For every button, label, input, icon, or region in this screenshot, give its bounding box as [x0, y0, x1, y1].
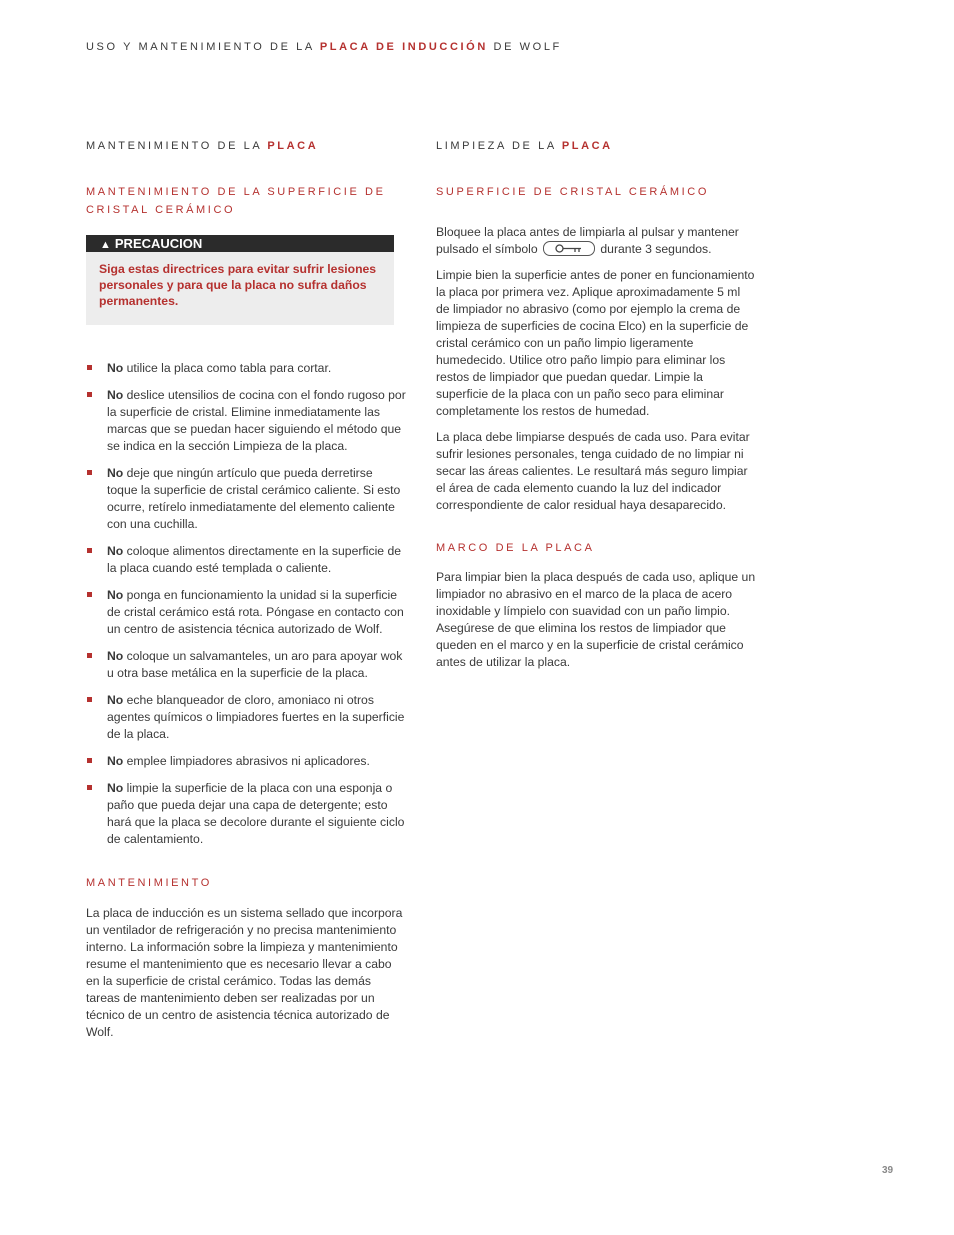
cleaning-para-1: Limpie bien la superficie antes de poner en funcionamiento la placa por primera vez. Aplique aproximadamente 5 ml de limpiador no abrasivo (como por ejemplo la crema de limpieza de superficies de cocina Elco) en la superficie de cristal cerámico con un paño limpio ligeramente humedecido. Utilice otro paño limpio para eliminar los restos de limpiador que puedan quedar. Limpie la superficie de la placa con un paño seco para eliminar completamente los restos de humedad. — [436, 268, 755, 418]
bullet-square-icon — [87, 785, 92, 790]
key-lock-icon — [543, 241, 595, 256]
header-suffix: DE WOLF — [493, 41, 562, 53]
bullet-emphasis: No — [107, 388, 124, 402]
header-highlight: PLACA DE INDUCCIÓN — [319, 41, 488, 53]
bullet-emphasis: No — [107, 544, 124, 558]
section-title-prefix: MANTENIMIENTO DE LA — [86, 140, 262, 152]
bullet-text: deje que ningún artículo que pueda derretirse toque la superficie de cristal cerámico caliente. Si esto ocurre, retírelo inmediatamente del elemento caliente con una cuchilla. — [107, 466, 401, 531]
maintenance-text: La placa de inducción es un sistema sellado que incorpora un ventilador de refrigeración y no precisa mantenimiento interno. La información sobre la limpieza y mantenimiento resume el mantenimiento que es necesario llevar a cabo en la superficie de cristal cerámico. Todas las demás tareas de mantenimiento deben ser realizadas por un técnico de un centro de asistencia técnica autorizado de Wolf. — [86, 906, 403, 1039]
section-title-prefix: LIMPIEZA DE LA — [436, 140, 557, 152]
list-item — [86, 465, 406, 533]
list-item — [86, 692, 406, 743]
bullet-emphasis: No — [107, 361, 124, 375]
bullet-square-icon — [87, 392, 92, 397]
lock-text-after: durante 3 segundos. — [600, 242, 712, 256]
section-title-highlight: PLACA — [267, 140, 319, 152]
left-column — [86, 138, 406, 1041]
bullet-emphasis: No — [107, 781, 124, 795]
bullet-text: eche blanqueador de cloro, amoniaco ni otros agentes químicos o limpiadores fuertes en la superficie de la placa. — [107, 693, 405, 741]
bullet-text: utilice la placa como tabla para cortar. — [123, 361, 332, 375]
cleaning-para-2: La placa debe limpiarse después de cada uso. Para evitar sufrir lesiones personales, tenga cuidado de no limpiar ni secar las áreas calientes. Le resultará más seguro limpiar el área de cada elemento cuando la luz del indicador correspondiente de calor residual haya desaparecido. — [436, 430, 750, 512]
bullet-text: coloque alimentos directamente en la superficie de la placa cuando esté templada o caliente. — [107, 544, 402, 575]
bullet-emphasis: No — [107, 693, 124, 707]
section-title-cleaning — [436, 138, 756, 154]
maintenance-title: MANTENIMIENTO — [86, 877, 212, 889]
list-item — [86, 587, 406, 638]
list-item — [86, 780, 406, 848]
bullet-square-icon — [87, 758, 92, 763]
precautions-list — [86, 360, 406, 848]
bullet-square-icon — [87, 697, 92, 702]
frame-text: Para limpiar bien la placa después de cada uso, aplique un limpiador no abrasivo en el marco de la placa de acero inoxidable y límpielo con suavidad con un paño limpio. Asegúrese de que elimina los restos de limpiador que queden en el marco y en la superficie de cristal cerámico antes de utilizar la placa. — [436, 570, 756, 669]
list-item — [86, 360, 406, 377]
bullet-text: emplee limpiadores abrasivos ni aplicadores. — [123, 754, 370, 768]
bullet-emphasis: No — [107, 466, 124, 480]
caution-label: PRECAUCION — [114, 236, 203, 251]
caution-header — [86, 235, 394, 252]
running-header — [86, 41, 562, 53]
bullet-square-icon — [87, 548, 92, 553]
list-item — [86, 648, 406, 682]
bullet-square-icon — [87, 592, 92, 597]
bullet-emphasis: No — [107, 649, 124, 663]
list-item — [86, 387, 406, 455]
bullet-square-icon — [87, 365, 92, 370]
list-item — [86, 753, 406, 770]
bullet-text: limpie la superficie de la placa con una esponja o paño que pueda dejar una capa de detergente; esto hará que la placa se decolore durante el siguiente ciclo de calentamiento. — [107, 781, 405, 846]
header-prefix: USO Y MANTENIMIENTO DE LA — [86, 41, 315, 53]
caution-box — [86, 235, 394, 325]
page-number: 39 — [882, 1165, 894, 1176]
lock-text-before: Bloquee la placa antes de limpiarla al pulsar y mantener pulsado el símbolo — [436, 225, 739, 256]
subtitle-glass-surface: SUPERFICIE DE CRISTAL CERÁMICO — [436, 186, 709, 198]
bullet-square-icon — [87, 470, 92, 475]
bullet-text: coloque un salvamanteles, un aro para apoyar wok u otra base metálica en la superficie de la placa. — [107, 649, 403, 680]
warning-triangle-icon: ▲ — [100, 239, 111, 251]
subtitle-glass-surface: MANTENIMIENTO DE LA SUPERFICIE DE CRISTAL CERÁMICO — [86, 186, 386, 216]
lock-instruction — [436, 224, 756, 258]
list-item — [86, 543, 406, 577]
section-title-maintenance — [86, 138, 406, 154]
bullet-emphasis: No — [107, 588, 124, 602]
frame-title: MARCO DE LA PLACA — [436, 542, 595, 554]
bullet-square-icon — [87, 653, 92, 658]
right-column — [436, 138, 756, 671]
bullet-text: ponga en funcionamiento la unidad si la superficie de cristal cerámico está rota. Póngase en contacto con un centro de asistencia técnica autorizado de Wolf. — [107, 588, 404, 636]
caution-text: Siga estas directrices para evitar sufrir lesiones personales y para que la placa no sufra daños permanentes. — [99, 262, 377, 308]
bullet-text: deslice utensilios de cocina con el fondo rugoso por la superficie de cristal. Elimine inmediatamente las marcas que se puedan hacer siguiendo el método que se indica en la sección Limpieza de la placa. — [107, 388, 406, 453]
bullet-emphasis: No — [107, 754, 124, 768]
section-title-highlight: PLACA — [561, 140, 613, 152]
